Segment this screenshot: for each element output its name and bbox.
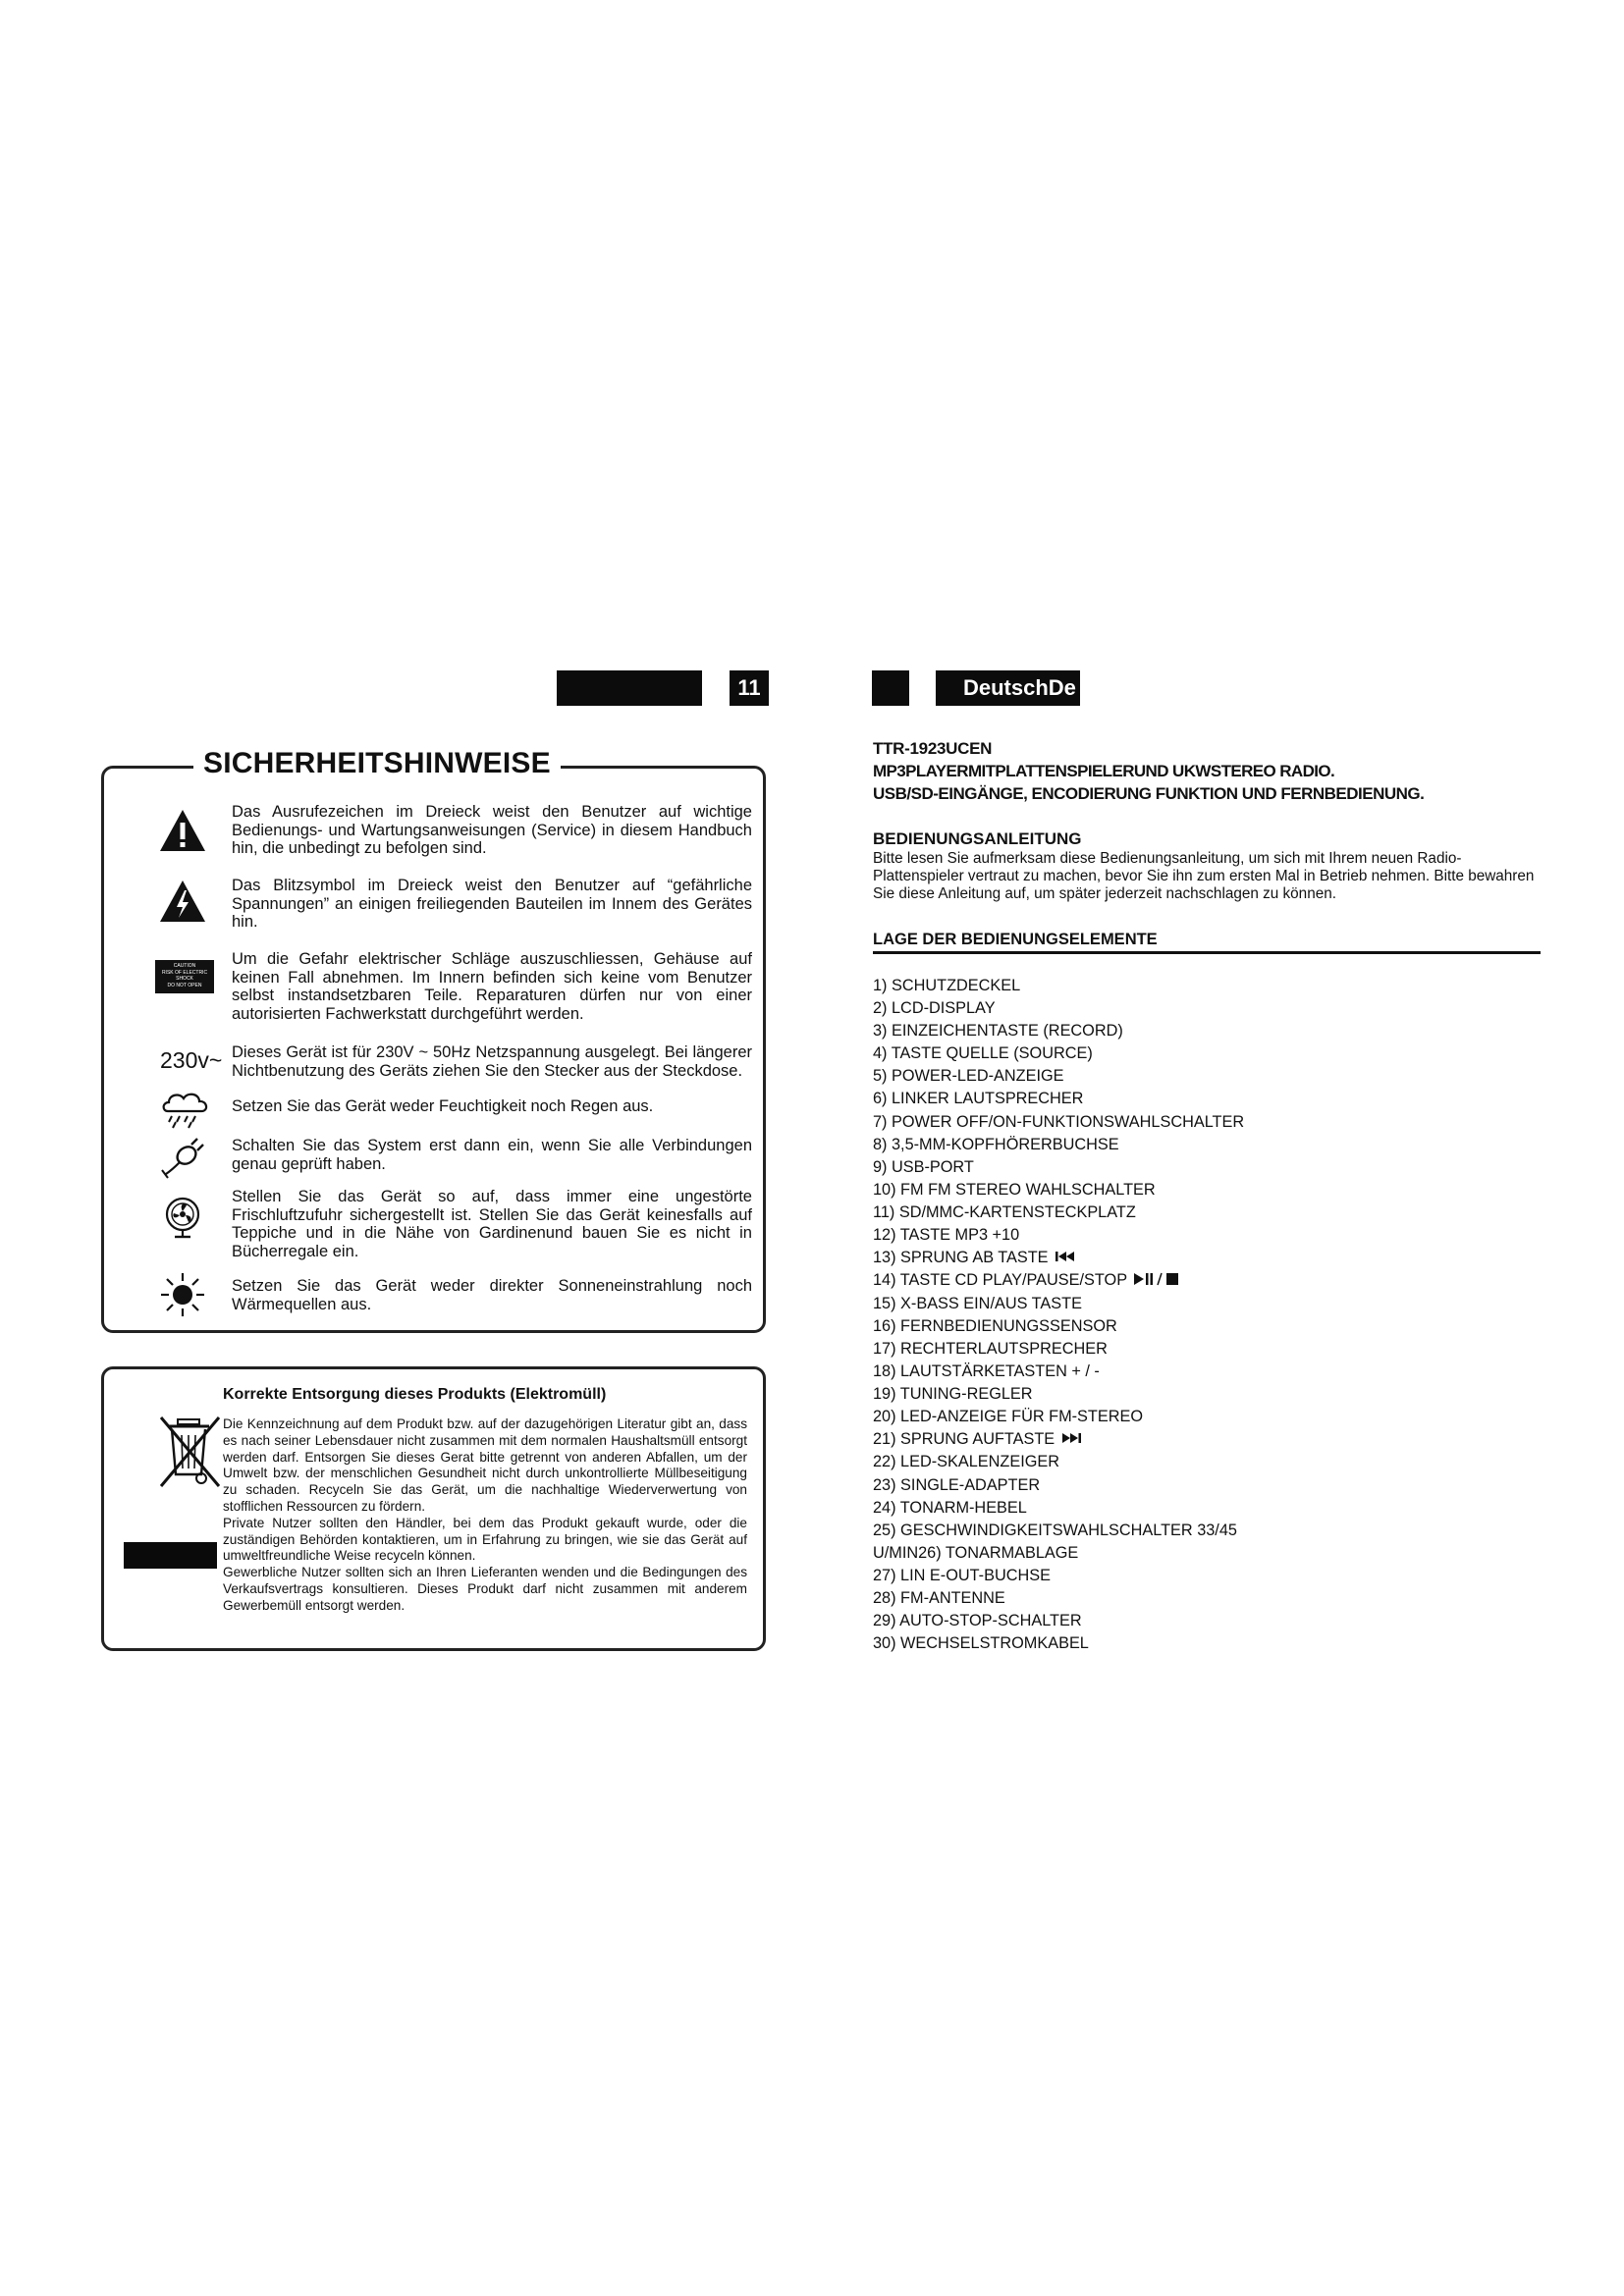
list-item: 4) TASTE QUELLE (SOURCE) [873, 1044, 1093, 1063]
disposal-black-bar [124, 1542, 217, 1569]
list-item: 7) POWER OFF/ON-FUNKTIONSWAHLSCHALTER [873, 1112, 1245, 1131]
list-item: 9) USB-PORT [873, 1157, 974, 1176]
list-item: 20) LED-ANZEIGE FÜR FM-STEREO [873, 1408, 1144, 1426]
caution-label-line: DO NOT OPEN [167, 982, 202, 988]
list-item: 5) POWER-LED-ANZEIGE [873, 1067, 1064, 1086]
list-item: 8) 3,5-MM-KOPFHÖRERBUCHSE [873, 1135, 1119, 1153]
list-item: 16) FERNBEDIENUNGSSENSOR [873, 1316, 1117, 1335]
right-header-square [872, 670, 909, 706]
manual-text: Bitte lesen Sie aufmerksam diese Bedienungsanleitung, um sich mit Ihrem neuen Radio-Plattenspieler vertraut zu machen, bevor Sie ihn zum ersten Mal in Betrieb nehmen. Bitte bewahren Sie diese Anleitung auf, um später jederzeit nachschlagen zu können. [873, 850, 1535, 902]
sun-icon [159, 1271, 206, 1323]
list-item-label: 14) TASTE CD PLAY/PAUSE/STOP [873, 1271, 1128, 1290]
controls-list [873, 975, 1244, 1655]
safety-title: SICHERHEITSHINWEISE [193, 747, 561, 780]
list-item: 30) WECHSELSTROMKABEL [873, 1634, 1089, 1653]
safety-text: Setzen Sie das Gerät weder direkter Sonneneinstrahlung noch Wärmequellen aus. [232, 1277, 752, 1313]
safety-text: Stellen Sie das Gerät so auf, dass immer eine ungestörte Frischluftzufuhr sichergestellt ist. Stellen Sie das Gerät keinesfalls auf Teppiche und in die Nähe von Gardinenund bauen Sie es nicht in Bücherregale ein. [232, 1188, 752, 1260]
disposal-title: Korrekte Entsorgung dieses Produkts (Elektromüll) [223, 1386, 607, 1403]
list-item-label: 13) SPRUNG AB TASTE [873, 1249, 1049, 1267]
list-item: 11) SD/MMC-KARTENSTECKPLATZ [873, 1202, 1136, 1221]
list-item: 2) LCD-DISPLAY [873, 999, 996, 1018]
controls-title: LAGE DER BEDIENUNGSELEMENTE [873, 931, 1158, 948]
list-item: 18) LAUTSTÄRKETASTEN + / - [873, 1362, 1100, 1380]
list-item: 10) FM FM STEREO WAHLSCHALTER [873, 1180, 1156, 1199]
list-item: 15) X-BASS EIN/AUS TASTE [873, 1294, 1082, 1312]
list-item: U/MIN26) TONARMABLAGE [873, 1543, 1079, 1562]
page-number: 11 [737, 675, 761, 700]
language-tab-label: DeutschDe [963, 675, 1076, 700]
fan-icon [161, 1196, 204, 1246]
product-block [873, 739, 1541, 804]
product-model: TTR-1923UCEN [873, 739, 993, 758]
manual-block [873, 829, 1541, 903]
list-item: 17) RECHTERLAUTSPRECHER [873, 1339, 1108, 1358]
disposal-paragraph: Die Kennzeichnung auf dem Produkt bzw. auf der dazugehörigen Literatur gibt an, dass es nach seiner Lebensdauer nicht zusammen mit dem normalen Haushaltsmüll entsorgt werden darf. Entsorgen Sie dieses Gerat bitte getrennt von anderen Abfallen, um der Umwelt bzw. der menschlichen Gesundheit nicht durch unkontrollierte Müllbeseitigung zu schaden. Recyceln Sie das Gerät, um die nachhaltige Wiederverwertung von stofflichen Ressourcen zu fördern. [223, 1416, 747, 1514]
list-item: 22) LED-SKALENZEIGER [873, 1453, 1060, 1471]
disposal-box [101, 1366, 766, 1651]
safety-text: Schalten Sie das System erst dann ein, wenn Sie alle Verbindungen genau geprüft haben. [232, 1137, 752, 1173]
controls-divider [873, 951, 1541, 954]
safety-box [101, 747, 766, 1333]
language-tab [936, 670, 1080, 706]
left-header-bar [557, 670, 702, 706]
crossed-bin-icon [158, 1414, 227, 1503]
skip-back-icon [1055, 1247, 1076, 1269]
safety-text: Dieses Gerät ist für 230V ~ 50Hz Netzspannung ausgelegt. Bei längerer Nichtbenutzung des Geräts ziehen Sie den Stecker aus der Steckdose. [232, 1043, 752, 1080]
list-item: 1) SCHUTZDECKEL [873, 977, 1021, 994]
list-item: 12) TASTE MP3 +10 [873, 1226, 1020, 1245]
list-item: 27) LIN E-OUT-BUCHSE [873, 1566, 1051, 1584]
disposal-text [223, 1416, 747, 1615]
play-pause-stop-icon [1133, 1270, 1182, 1293]
list-item: 29) AUTO-STOP-SCHALTER [873, 1612, 1082, 1630]
list-item: 23) SINGLE-ADAPTER [873, 1475, 1041, 1494]
voltage-label: 230v~ [160, 1047, 223, 1073]
list-item: 3) EINZEICHENTASTE (RECORD) [873, 1022, 1123, 1041]
caution-label-line: CAUTION [173, 963, 196, 969]
plug-icon [158, 1137, 207, 1185]
list-item: 25) GESCHWINDIGKEITSWAHLSCHALTER 33/45 [873, 1521, 1237, 1539]
list-item-skip-back [873, 1247, 1244, 1269]
safety-text: Das Ausrufezeichen im Dreieck weist den Benutzer auf wichtige Bedienungs- und Wartungsanweisungen (Service) in diesem Handbuch hin, die unbedingt zu befolgen sind. [232, 803, 752, 857]
list-item: 24) TONARM-HEBEL [873, 1498, 1027, 1517]
lightning-triangle-icon [158, 879, 207, 929]
safety-text: Um die Gefahr elektrischer Schläge auszuschliessen, Gehäuse auf keinen Fall abnehmen. Im Innern befinden sich keine vom Benutzer selbst instandsetzbaren Teile. Reparaturen dürfen nur von einer autorisierten Fachwerkstatt durchgeführt werden. [232, 950, 752, 1023]
list-item: 6) LINKER LAUTSPRECHER [873, 1090, 1084, 1108]
caution-label-line: RISK OF ELECTRIC [161, 969, 208, 976]
page-number-tab [730, 670, 769, 706]
safety-text: Das Blitzsymbol im Dreieck weist den Benutzer auf “gefährliche Spannungen” an einigen freiliegenden Bauteilen im Innem des Gerätes hin. [232, 877, 752, 931]
skip-forward-icon [1060, 1428, 1082, 1451]
caution-label-icon [155, 960, 214, 993]
list-item: 28) FM-ANTENNE [873, 1589, 1005, 1607]
product-line-1: MP3PLAYERMITPLATTENSPIELERUND UKWSTEREO RADIO. [873, 762, 1335, 780]
exclamation-triangle-icon [158, 808, 207, 858]
disposal-paragraph: Gewerbliche Nutzer sollten sich an Ihren Lieferanten wenden und die Bedingungen des Verkaufsvertrags konsultieren. Dieses Produkt darf nicht zusammen mit anderem Gewerbemüll entsorgt werden. [223, 1565, 747, 1613]
caution-label-line: SHOCK [176, 976, 193, 982]
rain-cloud-icon [158, 1090, 213, 1134]
list-item: 19) TUNING-REGLER [873, 1385, 1033, 1403]
safety-text: Setzen Sie das Gerät weder Feuchtigkeit noch Regen aus. [232, 1097, 654, 1115]
disposal-paragraph: Private Nutzer sollten den Händler, bei dem das Produkt gekauft wurde, oder die zuständigen Behörden kontaktieren, um in Erfahrung zu bringen, wie sie das Gerät auf umweltfreundliche Weise recyceln können. [223, 1515, 747, 1564]
list-item-play-pause-stop [873, 1269, 1244, 1292]
product-line-2: USB/SD-EINGÄNGE, ENCODIERUNG FUNKTION UND FERNBEDIENUNG. [873, 784, 1425, 803]
list-item-skip-forward [873, 1428, 1244, 1451]
list-item-label: 21) SPRUNG AUFTASTE [873, 1430, 1056, 1449]
manual-title: BEDIENUNGSANLEITUNG [873, 829, 1082, 848]
